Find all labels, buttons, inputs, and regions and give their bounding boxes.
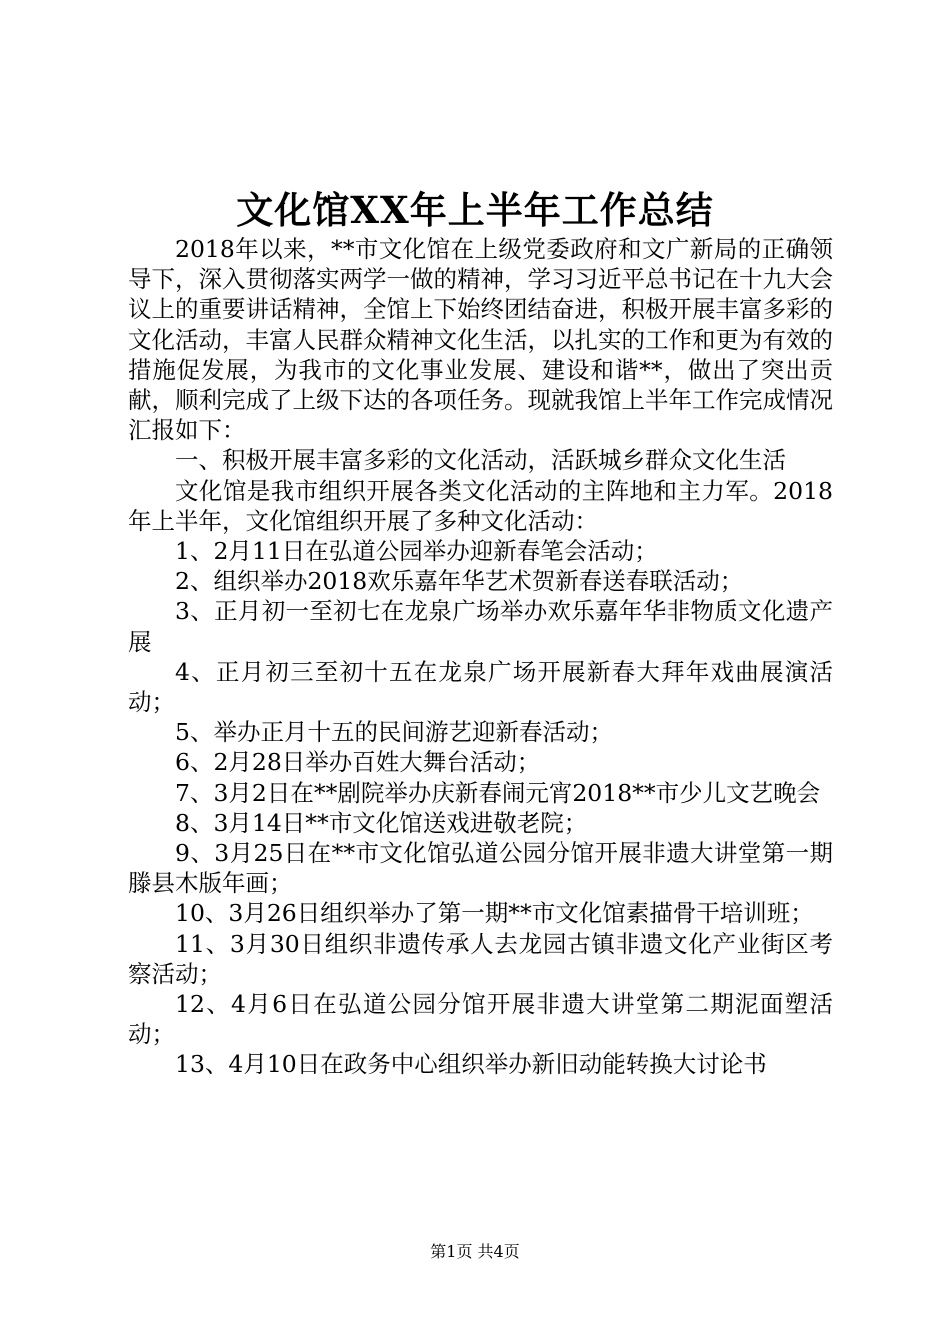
paragraph-intro: 2018年以来，**市文化馆在上级党委政府和文广新局的正确领导下，深入贯彻落实两学一做的精神，学习习近平总书记在十九大会议上的重要讲话精神，全馆上下始终团结奋进，积极开展丰富多彩的文化活动，丰富人民群众精神文化生活，以扎实的工作和更为有效的措施促发展，为我市的文化事业发展、建设和谐**，做出了突出贡献，顺利完成了上级下达的各项任务。现就我馆上半年工作完成情况汇报如下： bbox=[128, 235, 833, 445]
list-item: 13、4月10日在政务中心组织举办新旧动能转换大讨论书 bbox=[175, 1050, 767, 1079]
list-item: 7、3月2日在**剧院举办庆新春闹元宵2018**市少儿文艺晚会 bbox=[175, 778, 821, 807]
list-item: 9、3月25日在**市文化馆弘道公园分馆开展非遗大讲堂第一期滕县木版年画； bbox=[128, 839, 833, 898]
list-item: 1、2月11日在弘道公园举办迎新春笔会活动； bbox=[175, 537, 658, 566]
list-item: 11、3月30日组织非遗传承人去龙园古镇非遗文化产业街区考察活动； bbox=[128, 929, 833, 988]
list-item: 10、3月26日组织举办了第一期**市文化馆素描骨干培训班； bbox=[175, 899, 814, 928]
section-heading-1: 一、积极开展丰富多彩的文化活动，活跃城乡群众文化生活 bbox=[175, 446, 786, 475]
list-item: 5、举办正月十五的民间游艺迎新春活动； bbox=[175, 718, 613, 747]
list-item: 4、正月初三至初十五在龙泉广场开展新春大拜年戏曲展演活动； bbox=[128, 657, 833, 717]
list-item: 6、2月28日举办百姓大舞台活动； bbox=[175, 748, 541, 777]
list-item: 12、4月6日在弘道公园分馆开展非遗大讲堂第二期泥面塑活动； bbox=[128, 990, 833, 1049]
page-footer: 第1页 共4页 bbox=[430, 1242, 520, 1261]
document-title: 文化馆XX年上半年工作总结 bbox=[236, 188, 714, 232]
document-body bbox=[128, 234, 833, 1080]
list-item: 8、3月14日**市文化馆送戏进敬老院； bbox=[175, 808, 588, 837]
paragraph-section-intro: 文化馆是我市组织开展各类文化活动的主阵地和主力军。2018年上半年，文化馆组织开展了多种文化活动： bbox=[128, 476, 833, 535]
list-item: 3、正月初一至初七在龙泉广场举办欢乐嘉年华非物质文化遗产展 bbox=[128, 597, 833, 656]
list-item: 2、组织举办2018欢乐嘉年华艺术贺新春送春联活动； bbox=[175, 567, 744, 596]
